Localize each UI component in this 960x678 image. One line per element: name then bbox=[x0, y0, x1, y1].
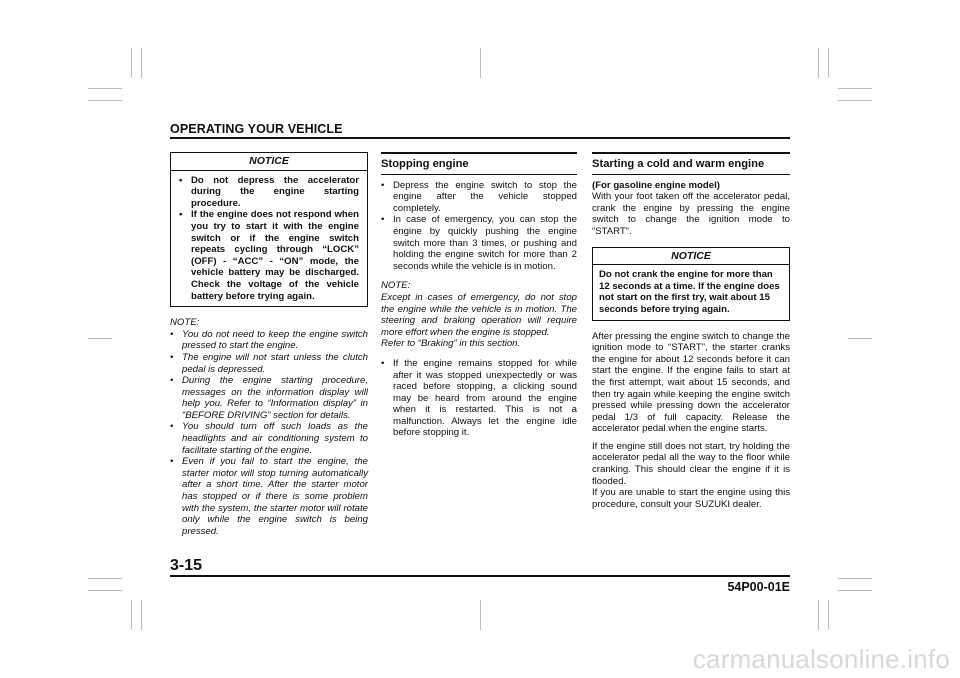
crop-mark bbox=[131, 48, 132, 78]
list-item: • Depress the engine switch to stop the engine after the vehicle stopped completely. bbox=[381, 179, 577, 214]
paragraph: If the engine still does not start, try holding the accelerator pedal all the way to the floor while cranking. This should clear the engine if it is flooded. bbox=[592, 440, 790, 487]
paragraph: If you are unable to start the engine using this procedure, consult your SUZUKI dealer. bbox=[592, 487, 790, 510]
note-label: NOTE: bbox=[170, 317, 200, 329]
page-header-title: OPERATING YOUR VEHICLE bbox=[170, 122, 343, 136]
notice-title: NOTICE bbox=[593, 248, 789, 266]
note-item: • The engine will not start unless the clutch pedal is depressed. bbox=[170, 351, 368, 375]
crop-mark bbox=[88, 578, 122, 579]
middle-column bbox=[381, 152, 577, 439]
notice-item: • If the engine does not respond when you try to start it with the engine switch or if the engine switch repeats cycling through “LOCK” (OFF) - “ACC” - “ON” mode, the vehicle battery may be discharged. Check the voltage of the vehicle battery before trying again. bbox=[179, 209, 359, 302]
note-label: NOTE: bbox=[381, 280, 411, 292]
crop-mark bbox=[141, 48, 142, 78]
section-title-stopping-engine: Stopping engine bbox=[381, 152, 577, 175]
notice-title: NOTICE bbox=[171, 153, 367, 171]
document-code: 54P00-01E bbox=[727, 580, 790, 594]
crop-mark bbox=[88, 88, 122, 89]
list-item: • In case of emergency, you can stop the engine by quickly pushing the engine switch more than 3 times, or pushing and holding the engine switch for more than 2 seconds while the vehicle is in motion. bbox=[381, 214, 577, 272]
crop-mark bbox=[838, 590, 872, 591]
crop-mark bbox=[818, 48, 819, 78]
notice-box bbox=[592, 247, 790, 321]
crop-mark bbox=[828, 48, 829, 78]
section-title-starting-engine: Starting a cold and warm engine bbox=[592, 152, 790, 175]
crop-mark bbox=[838, 88, 872, 89]
notice-body: Do not crank the engine for more than 12 seconds at a time. If the engine does not start on the first try, wait about 15 seconds before trying again. bbox=[599, 269, 780, 315]
crop-mark bbox=[480, 48, 481, 78]
notice-item: • Do not depress the accelerator during the engine starting procedure. bbox=[179, 174, 359, 209]
page-number: 3-15 bbox=[170, 557, 203, 574]
crop-mark bbox=[848, 338, 872, 339]
section-subtitle: (For gasoline engine model) bbox=[592, 179, 720, 191]
note-item: • You should turn off such loads as the headlights and air conditioning system to facilitate starting of the engine. bbox=[170, 421, 368, 456]
note-reference: Refer to “Braking” in this section. bbox=[381, 338, 521, 350]
crop-mark bbox=[480, 600, 481, 630]
paragraph: After pressing the engine switch to change the ignition mode to “START”, the starter cranks the engine for about 12 seconds before it can start the engine. If the engine fails to start at the first attempt, wait about 15 seconds, and then try again while keeping the engine switch pressed while pressing down the accelerator pedal 1/3 of full capacity. Release the accelerator pedal when the engine starts. bbox=[592, 330, 790, 435]
note-text: Except in cases of emergency, do not stop the engine while the vehicle is in motion. The steering and braking operation will require more effort when the engine is stopped. bbox=[381, 291, 577, 338]
notice-box bbox=[170, 152, 368, 307]
watermark: carmanualsonline.info bbox=[692, 644, 950, 674]
note-item: • Even if you fail to start the engine, the starter motor will stop turning automatically after a short time. After the starter motor has stopped or if there is some problem with the system, the starter motor will rotate only while the engine switch is being pressed. bbox=[170, 456, 368, 537]
left-column bbox=[170, 152, 368, 537]
note-item: • During the engine starting procedure, messages on the information display will help you. Refer to “Information display” in “BEFORE DRIVING” section for details. bbox=[170, 375, 368, 421]
notice-body bbox=[171, 171, 367, 307]
crop-mark bbox=[141, 600, 142, 630]
header-rule bbox=[170, 137, 790, 139]
note-item: • You do not need to keep the engine switch pressed to start the engine. bbox=[170, 328, 368, 352]
crop-mark bbox=[838, 578, 872, 579]
list-item: • If the engine remains stopped for while after it was stopped unexpectedly or was raced before stopping, a clicking sound may be heard from around the engine when it is restarted. This is not a malfunction. Always let the engine idle before stopping it. bbox=[381, 357, 577, 439]
right-column bbox=[592, 152, 790, 510]
crop-mark bbox=[838, 100, 872, 101]
crop-mark bbox=[88, 100, 122, 101]
intro-paragraph: With your foot taken off the accelerator pedal, crank the engine by pressing the engine switch to change the ignition mode to “START”. bbox=[592, 191, 790, 237]
footer-rule bbox=[170, 575, 790, 577]
crop-mark bbox=[828, 600, 829, 630]
crop-mark bbox=[818, 600, 819, 630]
crop-mark bbox=[88, 338, 112, 339]
crop-mark bbox=[131, 600, 132, 630]
crop-mark bbox=[88, 590, 122, 591]
